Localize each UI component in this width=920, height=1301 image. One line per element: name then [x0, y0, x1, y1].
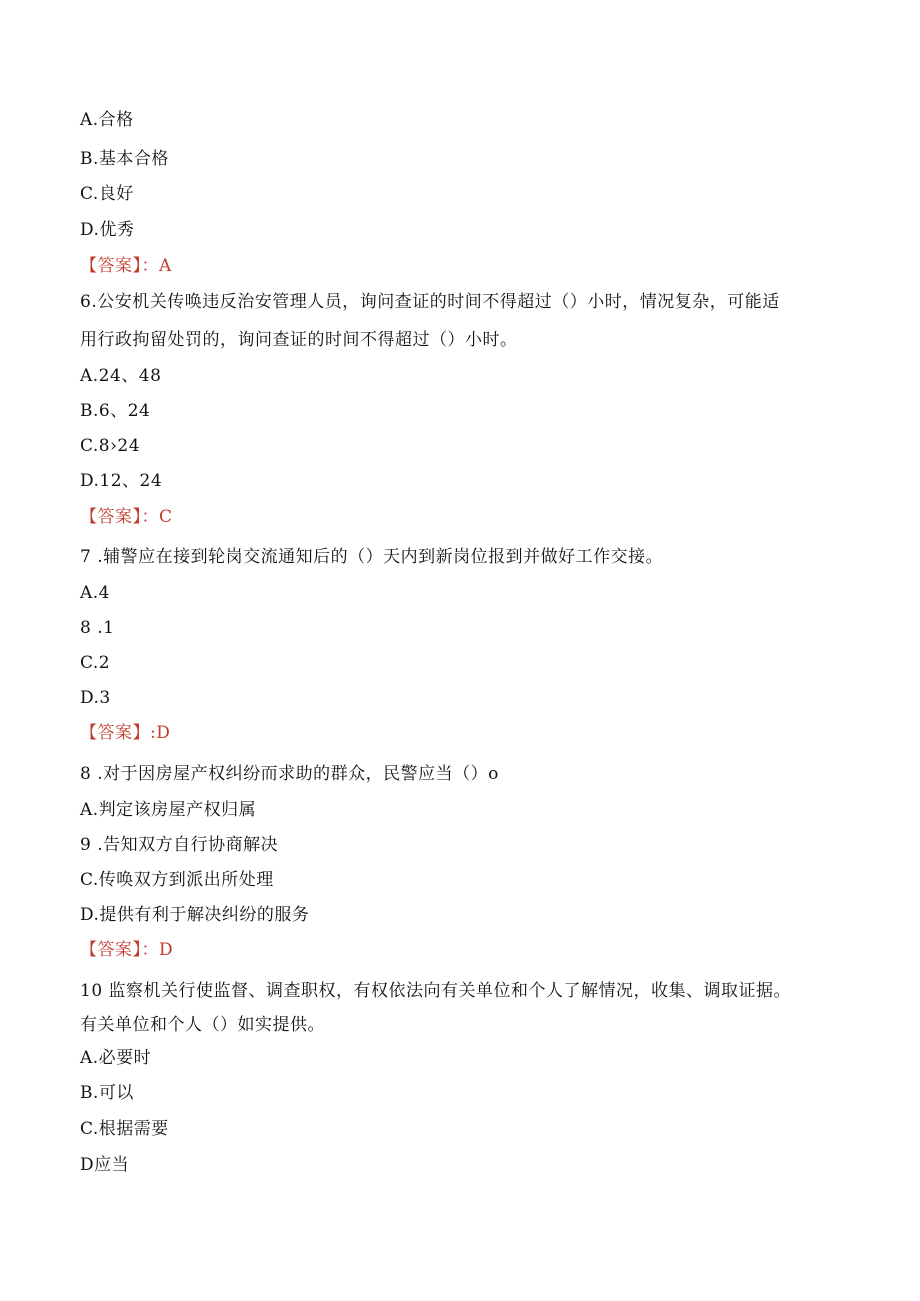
q7-stem: 7 .辅警应在接到轮岗交流通知后的（）天内到新岗位报到并做好工作交接。 — [80, 547, 664, 567]
q10-option-d: D应当 — [80, 1155, 130, 1175]
q10-option-c: C.根据需要 — [80, 1119, 169, 1139]
q5-option-d: D.优秀 — [80, 220, 135, 240]
q7-option-a: A.4 — [80, 583, 110, 603]
q6-option-d: D.12、24 — [80, 471, 163, 491]
q10-option-b: B.可以 — [80, 1083, 134, 1103]
q7-answer: 【答案】:D — [80, 723, 171, 743]
q10-stem-line-1: 10 监察机关行使监督、调查职权，有权依法向有关单位和个人了解情况，收集、调取证据。 — [80, 981, 792, 1001]
q5-option-b: B.基本合格 — [80, 149, 169, 169]
q6-option-b: B.6、24 — [80, 401, 151, 421]
q6-option-a: A.24、48 — [80, 366, 162, 386]
q8-option-d: D.提供有利于解决纠纷的服务 — [80, 905, 310, 925]
q8-answer: 【答案】：D — [80, 940, 174, 960]
q7-option-d: D.3 — [80, 688, 111, 708]
q6-option-c: C.8›24 — [80, 436, 141, 456]
q5-option-c: C.良好 — [80, 184, 134, 204]
q8-option-b: 9 .告知双方自行协商解决 — [80, 835, 279, 855]
q5-answer: 【答案】：A — [80, 256, 172, 276]
q8-stem: 8 .对于因房屋产权纠纷而求助的群众，民警应当（）o — [80, 764, 499, 784]
q7-option-b: 8 .1 — [80, 618, 115, 638]
q8-option-c: C.传唤双方到派出所处理 — [80, 870, 274, 890]
q8-option-a: A.判定该房屋产权归属 — [80, 800, 257, 820]
q6-stem-line-1: 6.公安机关传唤违反治安管理人员，询问查证的时间不得超过（）小时，情况复杂，可能适 — [80, 292, 780, 312]
q6-stem-line-2: 用行政拘留处罚的，询问查证的时间不得超过（）小时。 — [80, 330, 518, 350]
q7-option-c: C.2 — [80, 653, 111, 673]
q5-option-a: A.合格 — [80, 110, 134, 130]
q6-answer: 【答案】：C — [80, 507, 173, 527]
q10-stem-line-2: 有关单位和个人（）如实提供。 — [80, 1015, 325, 1035]
q10-option-a: A.必要时 — [80, 1048, 152, 1068]
